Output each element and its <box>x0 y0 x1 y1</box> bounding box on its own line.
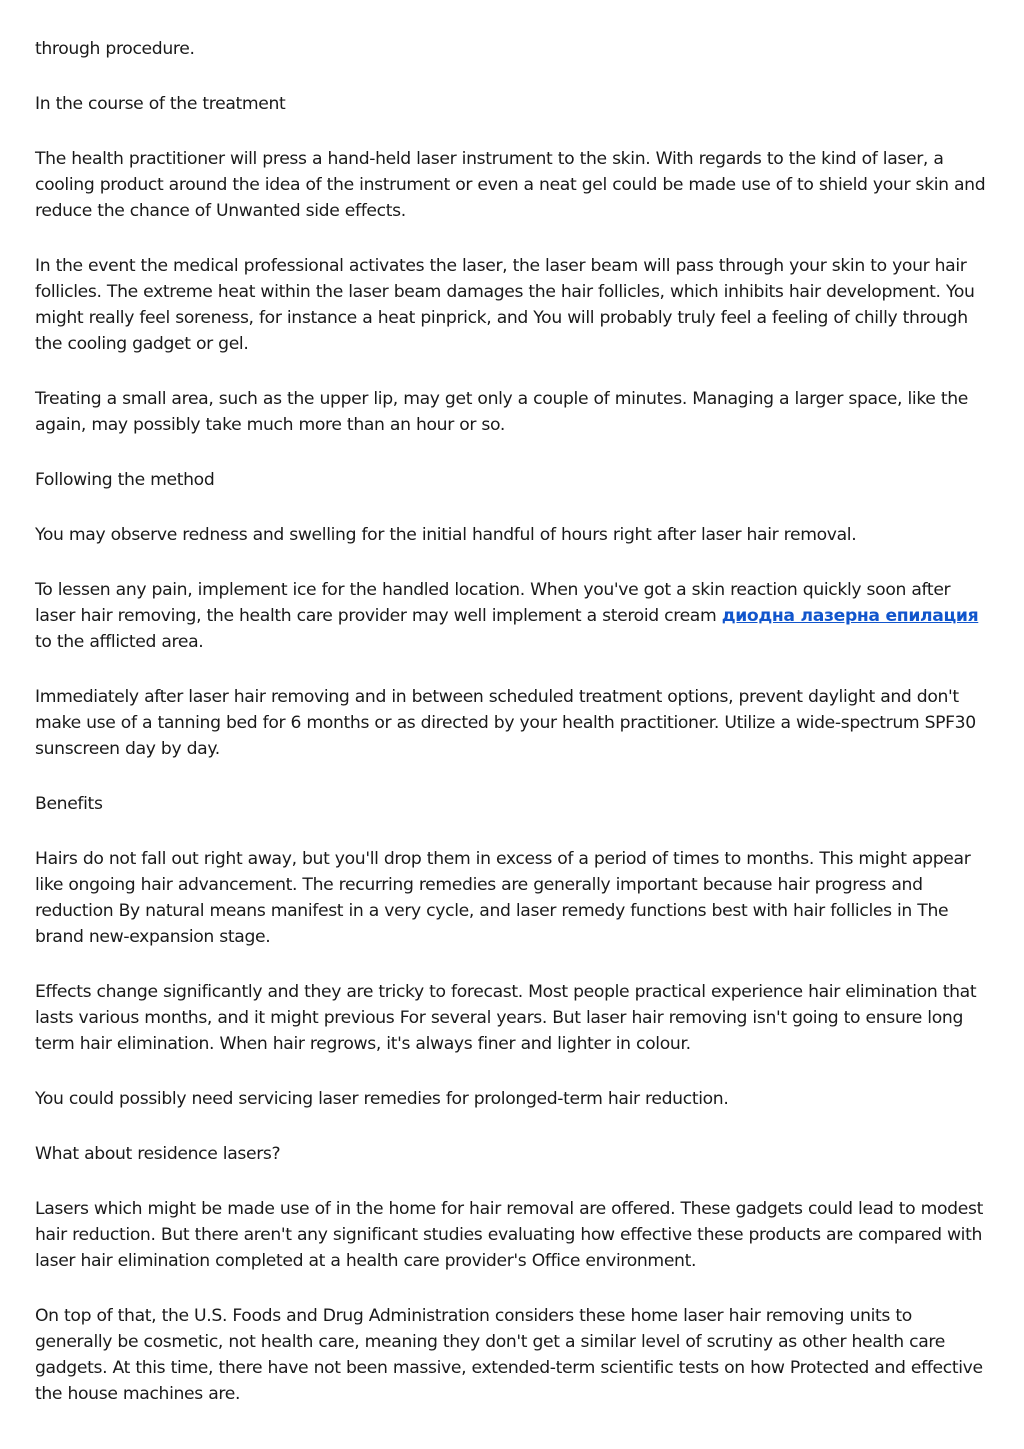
section-heading-home-lasers: What about residence lasers? <box>35 1144 281 1164</box>
paragraph-pain-relief-text-start: To lessen any pain, implement ice for the handled location. When you've got a skin reaction quickly soon after laser hair removing, the health care provider may well implement a steroid cream <box>35 580 951 626</box>
paragraph-treatment-duration: Treating a small area, such as the upper lip, may get only a couple of minutes. Managing a larger space, like the again, may possibly take much more than an hour or so. <box>35 389 968 435</box>
section-heading-treatment: In the course of the treatment <box>35 94 286 114</box>
paragraph-pain-relief <box>35 577 990 655</box>
diode-laser-epilation-link[interactable]: диодна лазерна епилация <box>721 606 979 626</box>
paragraph-results: Effects change significantly and they are tricky to forecast. Most people practical experience hair elimination that lasts various months, and it might previous For several years. But laser hair removing isn't going to ensure long term hair elimination. When hair regrows, it's always finer and lighter in colour. <box>35 982 977 1054</box>
paragraph-sun-protection: Immediately after laser hair removing and in between scheduled treatment options, prevent daylight and don't make use of a tanning bed for 6 months or as directed by your health practitioner. Utilize a wide-spectrum SPF30 sunscreen day by day. <box>35 687 976 759</box>
paragraph-hair-fall: Hairs do not fall out right away, but you'll drop them in excess of a period of times to months. This might appear like ongoing hair advancement. The recurring remedies are generally important because hair progress and reduction By natural means manifest in a very cycle, and laser remedy functions best with hair follicles in The brand new-expansion stage. <box>35 849 971 947</box>
paragraph-treatment-laser: In the event the medical professional activates the laser, the laser beam will pass through your skin to your hair follicles. The extreme heat within the laser beam damages the hair follicles, which inhibits hair development. You might really feel soreness, for instance a heat pinprick, and You will probably truly feel a feeling of chilly through the cooling gadget or gel. <box>35 256 975 354</box>
paragraph-continuation: through procedure. <box>35 39 195 59</box>
paragraph-maintenance: You could possibly need servicing laser remedies for prolonged-term hair reduction. <box>35 1089 729 1109</box>
paragraph-home-lasers: Lasers which might be made use of in the home for hair removal are offered. These gadgets could lead to modest hair reduction. But there aren't any significant studies evaluating how effective these products are compared with laser hair elimination completed at a health care provider's Office environment. <box>35 1199 983 1271</box>
paragraph-fda: On top of that, the U.S. Foods and Drug Administration considers these home laser hair removing units to generally be cosmetic, not health care, meaning they don't get a similar level of scrutiny as other health care gadgets. At this time, there have not been massive, extended-term scientific tests on how Protected and effective the house machines are. <box>35 1306 983 1404</box>
section-heading-after-procedure: Following the method <box>35 470 215 490</box>
document-body <box>35 36 990 1436</box>
paragraph-pain-relief-text-end: to the afflicted area. <box>35 632 204 652</box>
section-heading-benefits: Benefits <box>35 794 103 814</box>
paragraph-redness: You may observe redness and swelling for the initial handful of hours right after laser hair removal. <box>35 525 857 545</box>
paragraph-treatment-instrument: The health practitioner will press a hand-held laser instrument to the skin. With regards to the kind of laser, a cooling product around the idea of the instrument or even a neat gel could be made use of to shield your skin and reduce the chance of Unwanted side effects. <box>35 149 986 221</box>
